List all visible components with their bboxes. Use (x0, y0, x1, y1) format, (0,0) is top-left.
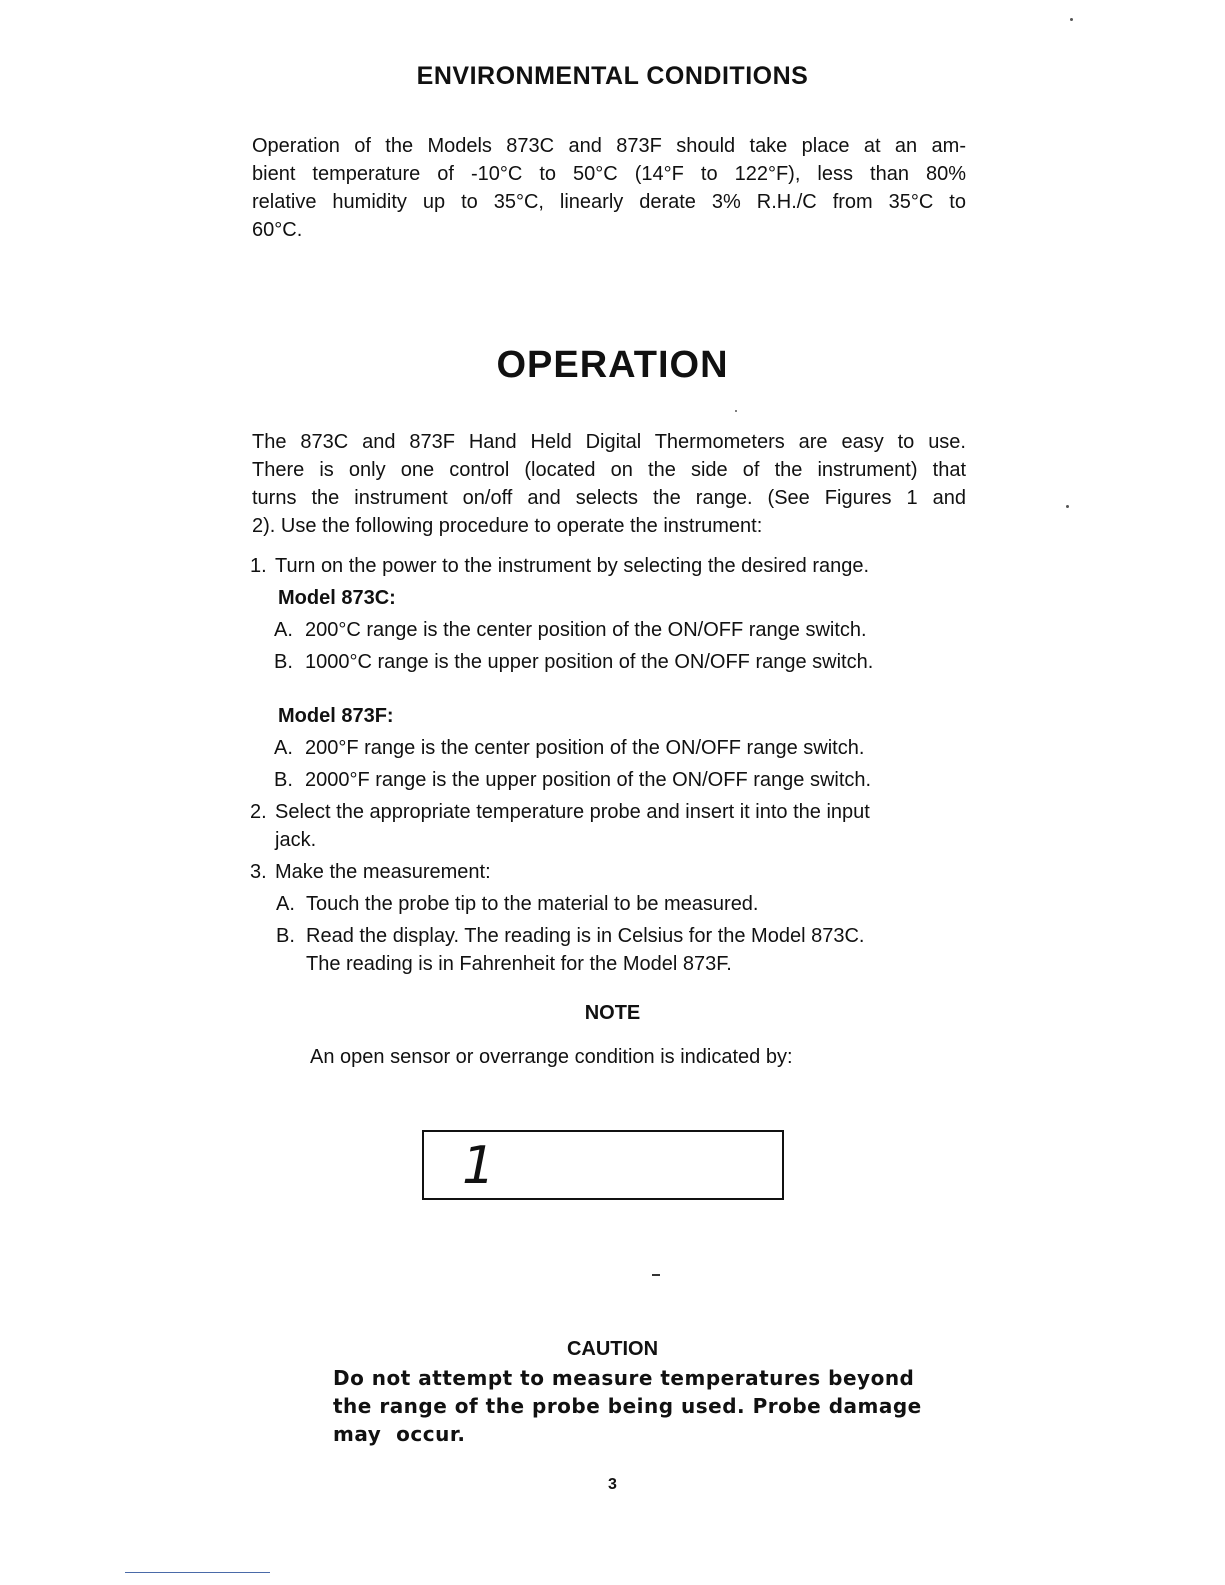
env-line-2: bient temperature of -10°C to 50°C (14°F to 122°F), less than 80% (252, 163, 966, 185)
step-3-b-text-1: Read the display. The reading is in Celsius for the Model 873C. (306, 925, 865, 947)
step-3-a-label: A. (276, 893, 295, 915)
model-873c-a-label: A. (274, 619, 293, 641)
scan-dot (1070, 18, 1073, 21)
model-873f-b-text: 2000°F range is the upper position of the ON/OFF range switch. (305, 769, 872, 791)
intro-line-1: The 873C and 873F Hand Held Digital Thermometers are easy to use. (252, 431, 966, 453)
env-line-3: relative humidity up to 35°C, linearly derate 3% R.H./C from 35°C to (252, 191, 966, 213)
scan-footer-rule (125, 1572, 270, 1573)
step-2-line-2: jack. (275, 829, 317, 851)
caution-heading: CAUTION (566, 1338, 659, 1360)
note-heading: NOTE (584, 1002, 641, 1024)
model-873f-a-label: A. (274, 737, 293, 759)
stray-mark (652, 1274, 660, 1276)
model-873c-b-label: B. (274, 651, 293, 673)
step-3-b-text-2: The reading is in Fahrenheit for the Model 873F. (306, 953, 732, 975)
environmental-conditions-heading: ENVIRONMENTAL CONDITIONS (416, 62, 809, 90)
step-3-text: Make the measurement: (275, 861, 491, 883)
model-873c-b-text: 1000°C range is the upper position of the ON/OFF range switch. (305, 651, 874, 673)
overrange-indicator: 1 (462, 1136, 496, 1196)
step-3-a-text: Touch the probe tip to the material to be measured. (306, 893, 759, 915)
step-2-line-1: Select the appropriate temperature probe and insert it into the input (275, 801, 870, 823)
intro-line-3: turns the instrument on/off and selects the range. (See Figures 1 and (252, 487, 966, 509)
step-3-b-label: B. (276, 925, 295, 947)
caution-line-1: Do not attempt to measure temperatures beyond (333, 1366, 915, 1390)
step-1-number: 1. (250, 555, 267, 577)
model-873f-a-text: 200°F range is the center position of the ON/OFF range switch. (305, 737, 865, 759)
model-873c-a-text: 200°C range is the center position of the ON/OFF range switch. (305, 619, 867, 641)
step-1-text: Turn on the power to the instrument by selecting the desired range. (275, 555, 870, 577)
model-873f-b-label: B. (274, 769, 293, 791)
env-line-1: Operation of the Models 873C and 873F should take place at an am- (252, 135, 966, 157)
caution-line-3: may occur. (333, 1422, 466, 1446)
overrange-display-illustration (422, 1130, 784, 1200)
scan-dot (735, 410, 737, 412)
caution-line-2: the range of the probe being used. Probe damage (333, 1394, 922, 1418)
model-873f-heading: Model 873F: (278, 705, 394, 727)
intro-line-4: 2). Use the following procedure to operate the instrument: (252, 515, 763, 537)
env-line-4: 60°C. (252, 219, 303, 241)
step-2-number: 2. (250, 801, 267, 823)
operation-heading: OPERATION (496, 344, 729, 386)
model-873c-heading: Model 873C: (278, 587, 396, 609)
caution-text (333, 1364, 922, 1448)
page-number: 3 (608, 1476, 617, 1493)
scan-dot (1066, 505, 1069, 508)
step-3-number: 3. (250, 861, 267, 883)
intro-line-2: There is only one control (located on the side of the instrument) that (252, 459, 966, 481)
note-text: An open sensor or overrange condition is indicated by: (310, 1046, 793, 1068)
